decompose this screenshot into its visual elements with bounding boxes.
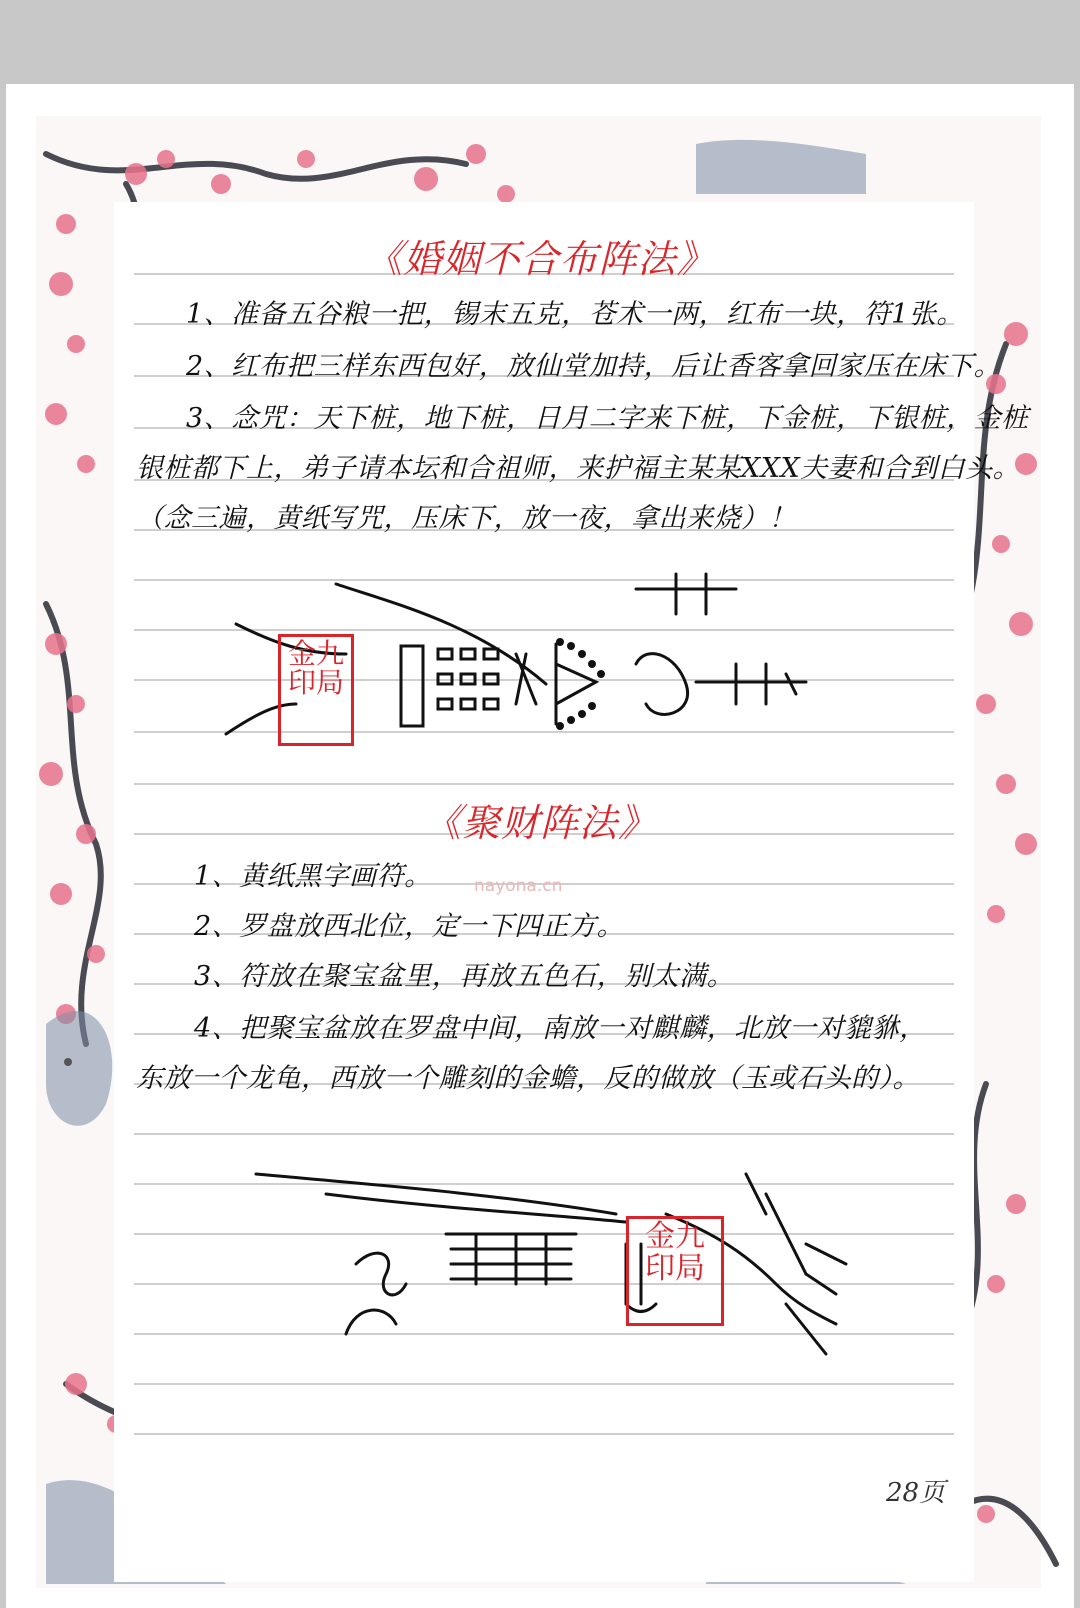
section2-title: 《聚财阵法》 xyxy=(422,801,657,845)
seal-stamp-2 xyxy=(626,1216,724,1326)
section1-line-2: 2、红布把三样东西包好，放仙堂加持，后让香客拿回家压在床下。 xyxy=(186,351,1002,382)
section1-line-1: 1、准备五谷粮一把，锡末五克，苍术一两，红布一块，符1张。 xyxy=(186,299,964,330)
section2-line-4: 4、把聚宝盆放在罗盘中间，南放一对麒麟，北放一对貔貅， xyxy=(194,1013,927,1044)
section2-line-1: 1、黄纸黑字画符。 xyxy=(194,861,432,892)
page xyxy=(6,84,1074,1608)
page-number: 28页 xyxy=(886,1478,946,1508)
section2-line-2: 2、罗盘放西北位，定一下四正方。 xyxy=(194,911,625,942)
seal-stamp-2-bottom: 印局 xyxy=(645,1250,705,1286)
section2-line-5: 东放一个龙龟，西放一个雕刻的金蟾，反的做放（玉或石头的）。 xyxy=(136,1063,920,1094)
seal-stamp-1 xyxy=(278,634,354,746)
section1-line-4: 银桩都下上，弟子请本坛和合祖师，来护福主某某XXX夫妻和合到白头。 xyxy=(136,453,1021,484)
seal-stamp-2-top: 金九 xyxy=(645,1219,705,1254)
section1-line-3: 3、念咒：天下桩，地下桩，日月二字来下桩，下金桩，下银桩，金桩 xyxy=(186,403,1029,434)
talisman-drawing-2 xyxy=(246,1154,866,1364)
binding-hole-dot xyxy=(64,1058,72,1066)
watermark: nayona.cn xyxy=(474,876,563,896)
section1-title: 《婚姻不合布阵法》 xyxy=(364,237,716,281)
seal-stamp-1-top: 金九 xyxy=(287,637,344,670)
section1-line-5: （念三遍，黄纸写咒，压床下，放一夜，拿出来烧）！ xyxy=(136,503,796,534)
seal-stamp-1-bottom: 印局 xyxy=(287,666,344,700)
section2-line-3: 3、符放在聚宝盆里，再放五色石，别太满。 xyxy=(194,961,735,992)
